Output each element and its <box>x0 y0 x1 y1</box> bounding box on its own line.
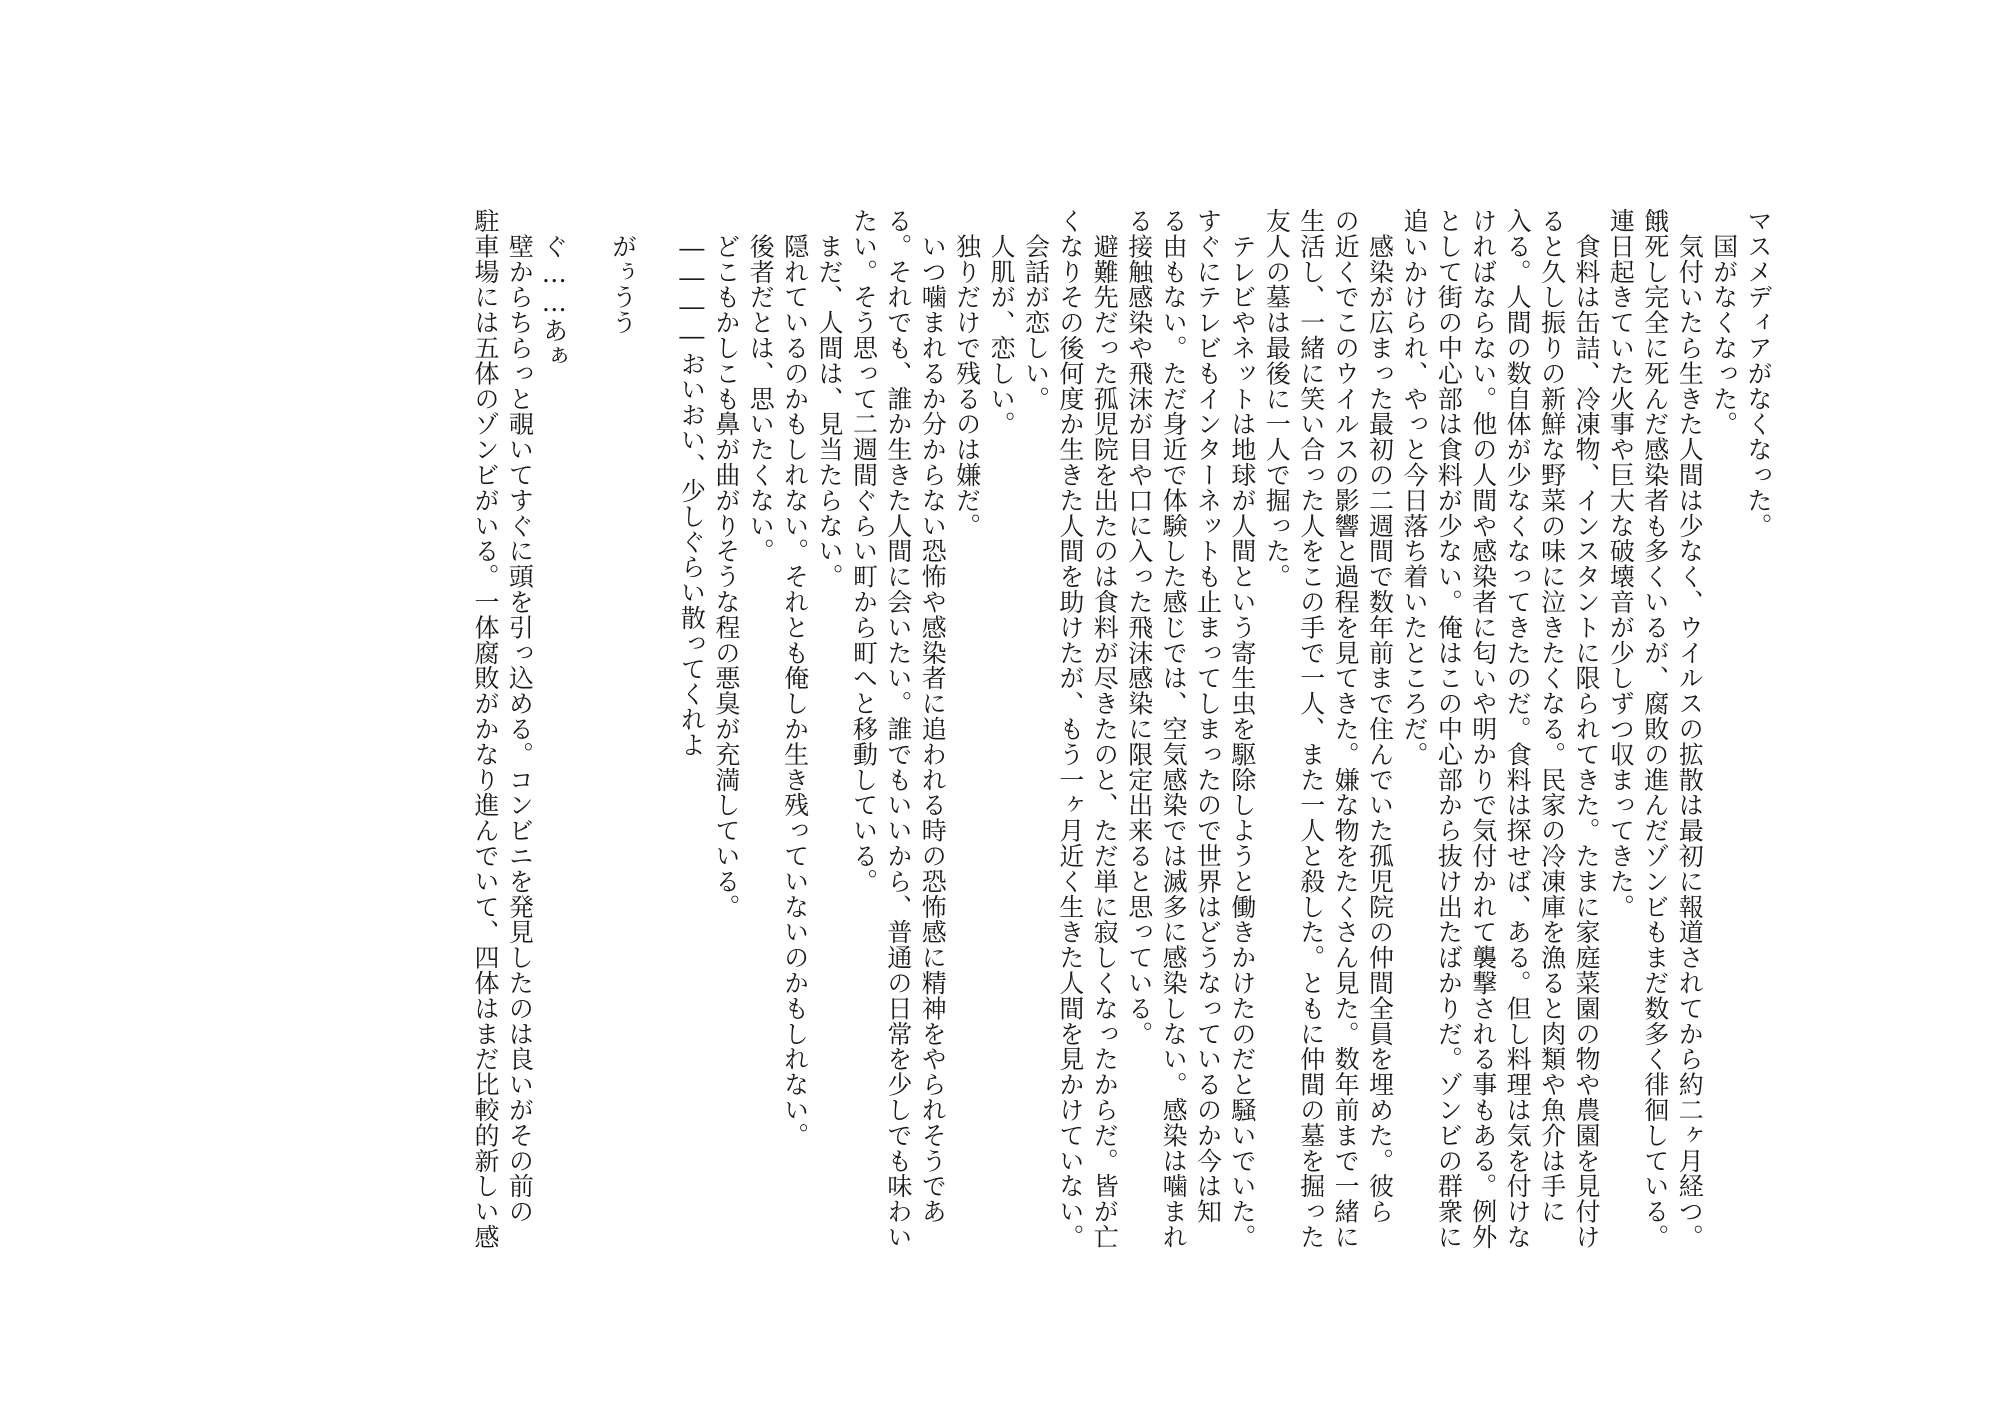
text-line: る。それでも、誰か生きた人間に会いたい。誰でもいいから、普通の日常を少しでも味わい <box>883 208 913 1250</box>
text-line: 生活し、一緒に笑い合った人をこの手で一人、また一人と殺した。ともに仲間の墓を掘った <box>1296 208 1326 1250</box>
text-line: ――――おいおい、少しぐらい散ってくれよ <box>677 208 707 758</box>
text-line: 隠れているのかもしれない。それとも俺しか生き残っていないのかもしれない。 <box>780 208 810 1148</box>
text-line: として街の中心部は食料が少ない。俺はこの中心部から抜け出たばかりだ。ゾンビの群衆に <box>1434 208 1464 1250</box>
text-line: すぐにテレビもインターネットも止まってしまったので世界はどうなっているのか今は知 <box>1193 208 1223 1224</box>
text-line: 連日起きていた火事や巨大な破壊音が少しずつ収まってきた。 <box>1606 208 1636 920</box>
text-line: たい。そう思って二週間ぐらい町から町へと移動している。 <box>849 208 879 894</box>
text-line: 会話が恋しい。 <box>1021 208 1051 412</box>
blank-line <box>571 208 605 1238</box>
text-line: くなりその後何度か生きた人間を助けたが、もう一ヶ月近く生きた人間を見かけていない。 <box>1055 208 1085 1250</box>
text-line: 追いかけられ、やっと今日落ち着いたところだ。 <box>1399 208 1429 767</box>
text-line: どこもかしこも鼻が曲がりそうな程の悪臭が充満している。 <box>711 208 741 920</box>
text-line: の近くでこのウイルスの影響と過程を見てきた。嫌な物をたくさん見た。数年前まで一緒に <box>1331 208 1361 1250</box>
text-line: 独りだけで残るのは嫌だ。 <box>952 208 982 539</box>
text-line: ぐ……あぁ <box>539 208 569 369</box>
text-line: 気付いたら生きた人間は少なく、ウイルスの拡散は最初に報道されてから約二ヶ月経つ。 <box>1675 208 1705 1250</box>
text-line: マスメディアがなくなった。 <box>1744 208 1773 539</box>
text-line: いつ噛まれるか分からない恐怖や感染者に追われる時の恐怖感に精神をやられそうであ <box>918 208 948 1224</box>
text-line: まだ、人間は、見当たらない。 <box>815 208 845 589</box>
vertical-text-body <box>468 208 1775 1250</box>
text-line: 友人の墓は最後に一人で掘った。 <box>1262 208 1292 589</box>
text-line: テレビやネットは地球が人間という寄生虫を駆除しようと働きかけたのだと騒いでいた。 <box>1227 208 1257 1250</box>
text-line: 避難先だった孤児院を出たのは食料が尽きたのと、ただ単に寂しくなったからだ。皆が亡 <box>1090 208 1120 1250</box>
text-line: 駐車場には五体のゾンビがいる。一体腐敗がかなり進んでいて、四体はまだ比較的新しい感 <box>470 208 500 1250</box>
text-line: がぅうう <box>608 208 638 335</box>
text-line: 後者だとは、思いたくない。 <box>746 208 776 564</box>
text-line: ければならない。他の人間や感染者に匂いや明かりで気付かれて襲撃される事もある。例外 <box>1468 208 1498 1250</box>
text-line: 感染が広まった最初の二週間で数年前まで住んでいた孤児院の仲間全員を埋めた。彼ら <box>1365 208 1395 1224</box>
text-line: 人肌が、恋しい。 <box>987 208 1017 437</box>
text-line: る由もない。ただ身近で体験した感じでは、空気感染では滅多に感染しない。感染は噛まれ <box>1159 208 1189 1250</box>
text-line: る接触感染や飛沫が目や口に入った飛沫感染に限定出来ると思っている。 <box>1124 208 1154 1047</box>
text-line: ると久し振りの新鮮な野菜の味に泣きたくなる。民家の冷凍庫を漁ると肉類や魚介は手に <box>1537 208 1567 1224</box>
blank-line <box>640 208 674 1238</box>
text-line: 餓死し完全に死んだ感染者も多くいるが、腐敗の進んだゾンビもまだ数多く徘徊している。 <box>1640 208 1670 1250</box>
text-line: 入る。人間の数自体が少なくなってきたのだ。食料は探せば、ある。但し料理は気を付けな <box>1503 208 1533 1250</box>
text-line: 壁からちらっと覗いてすぐに頭を引っ込める。コンビニを発見したのは良いがその前の <box>505 208 535 1224</box>
text-line: 国がなくなった。 <box>1709 208 1739 437</box>
text-line: 食料は缶詰、冷凍物、インスタントに限られてきた。たまに家庭菜園の物や農園を見付け <box>1571 208 1601 1250</box>
